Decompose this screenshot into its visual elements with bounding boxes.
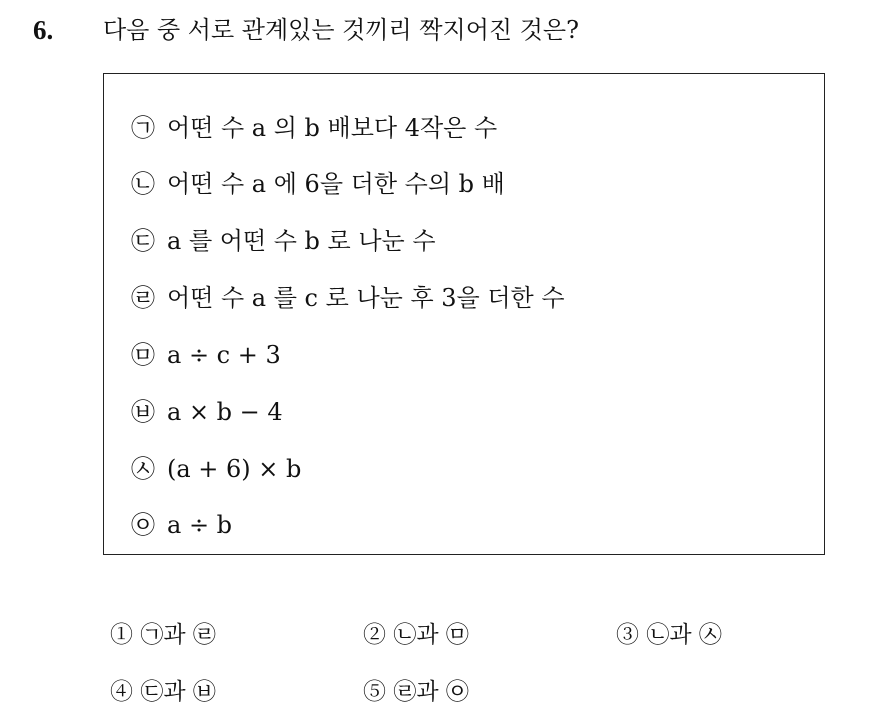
- choice-number: ⑤: [363, 679, 386, 705]
- choice-number: ③: [616, 622, 639, 648]
- item-text: a 를 어떤 수 b 로 나눈 수: [167, 227, 436, 255]
- choice-number: ②: [363, 622, 386, 648]
- statement-item: [131, 394, 283, 430]
- item-text: 어떤 수 a 에 6을 더한 수의 b 배: [167, 170, 505, 198]
- statement-item: [131, 280, 565, 316]
- item-marker: ㉧: [131, 511, 155, 539]
- item-marker: ㉢: [131, 227, 155, 255]
- item-marker: ㉠: [131, 114, 155, 142]
- answer-choice[interactable]: [616, 618, 722, 652]
- statement-item: [131, 451, 301, 487]
- item-marker: ㉣: [131, 284, 155, 312]
- item-text: 어떤 수 a 를 c 로 나눈 후 3을 더한 수: [167, 284, 565, 312]
- item-text: a × b − 4: [167, 398, 283, 426]
- choice-number: ①: [110, 622, 133, 648]
- item-text: 어떤 수 a 의 b 배보다 4작은 수: [167, 114, 498, 142]
- statement-item: [131, 110, 497, 146]
- choice-number: ④: [110, 679, 133, 705]
- statement-item: [131, 166, 505, 202]
- statement-item: [131, 337, 281, 373]
- statement-item: [131, 507, 232, 543]
- choice-text: ㉠과 ㉣: [140, 622, 216, 648]
- statement-item: [131, 223, 436, 259]
- choice-text: ㉣과 ㉧: [393, 679, 469, 705]
- choice-text: ㉡과 ㉦: [646, 622, 722, 648]
- choice-text: ㉢과 ㉥: [140, 679, 216, 705]
- answer-choice[interactable]: [110, 675, 216, 709]
- answer-choice[interactable]: [363, 675, 469, 709]
- item-marker: ㉦: [131, 455, 155, 483]
- item-text: a ÷ c + 3: [167, 341, 281, 369]
- question-number: 6.: [33, 15, 54, 45]
- item-text: a ÷ b: [167, 511, 233, 539]
- item-text: (a + 6) × b: [167, 455, 302, 483]
- answer-choice[interactable]: [110, 618, 216, 652]
- answer-choice[interactable]: [363, 618, 469, 652]
- question-text: 다음 중 서로 관계있는 것끼리 짝지어진 것은?: [103, 16, 579, 44]
- item-marker: ㉥: [131, 398, 155, 426]
- item-marker: ㉤: [131, 341, 155, 369]
- choice-text: ㉡과 ㉤: [393, 622, 469, 648]
- item-marker: ㉡: [131, 170, 155, 198]
